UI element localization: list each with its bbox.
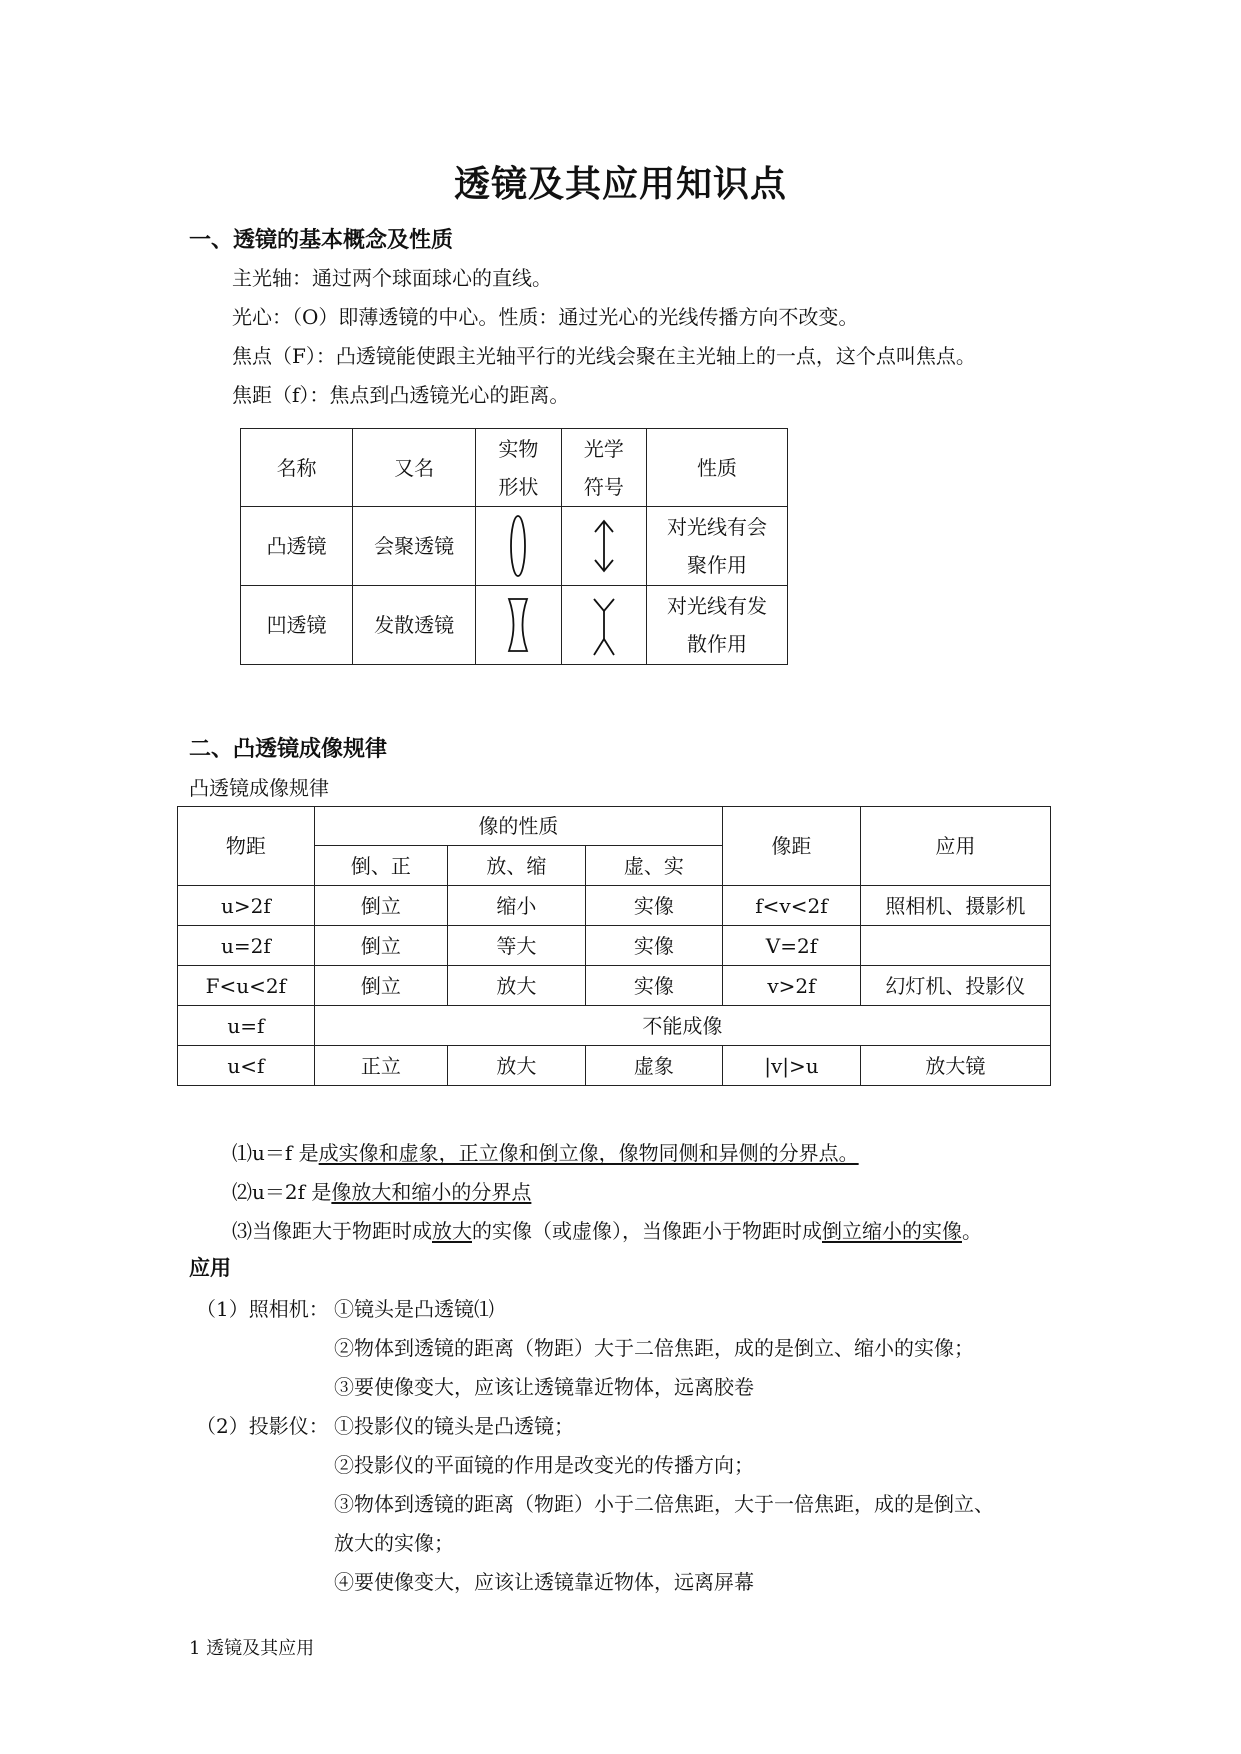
header-size: 放、缩: [448, 846, 585, 886]
camera-item-2: ②物体到透镜的距离（物距）大于二倍焦距，成的是倒立、缩小的实像；: [334, 1336, 974, 1360]
header-symbol: [561, 429, 646, 507]
cell-orientation: 倒立: [314, 966, 447, 1006]
cell-v: |v|>u: [723, 1046, 861, 1086]
cell-kind: 实像: [585, 926, 722, 966]
table-caption: 凸透镜成像规律: [189, 776, 329, 800]
projector-item-4: ④要使像变大，应该让透镜靠近物体，远离屏幕: [334, 1570, 754, 1594]
table-row: [178, 926, 1051, 966]
table-row: [241, 586, 788, 665]
camera-item-1: ①镜头是凸透镜⑴: [334, 1297, 494, 1321]
cell-orientation: 正立: [314, 1046, 447, 1086]
projector-item-3-continued: 放大的实像；: [334, 1531, 454, 1555]
header-orientation: 倒、正: [314, 846, 447, 886]
cell-v: V=2f: [723, 926, 861, 966]
lens-name: 凸透镜: [241, 507, 353, 586]
note-2-prefix: ⑵u＝2f 是: [232, 1180, 332, 1204]
note-3: [232, 1215, 982, 1244]
table-header-row: [178, 807, 1051, 846]
cell-kind: 实像: [585, 966, 722, 1006]
imaging-rules-table: [177, 806, 1051, 1086]
header-name: 名称: [241, 429, 353, 507]
definition-optical-axis: 主光轴：通过两个球面球心的直线。: [232, 266, 552, 290]
cell-u: u>2f: [178, 886, 315, 926]
cell-kind: 实像: [585, 886, 722, 926]
lens-types-table: [240, 428, 788, 665]
projector-item-3: ③物体到透镜的距离（物距）小于二倍焦距，大于一倍焦距，成的是倒立、: [334, 1492, 994, 1516]
table-header-row: [241, 429, 788, 507]
table-row: [178, 1006, 1051, 1046]
section2-heading: 二、凸透镜成像规律: [189, 737, 388, 762]
header-symbol-line1: 光学: [583, 436, 624, 461]
cell-size: 放大: [448, 966, 585, 1006]
camera-label: （1）照相机：: [196, 1297, 329, 1321]
note-3-underlined-1: 放大: [432, 1219, 472, 1243]
note-1-prefix: ⑴u＝f 是: [232, 1141, 319, 1165]
cell-orientation: 倒立: [314, 886, 447, 926]
table-row: [178, 886, 1051, 926]
cell-u: u<f: [178, 1046, 315, 1086]
cell-kind: 虚象: [585, 1046, 722, 1086]
note-1: [232, 1137, 859, 1166]
header-application: 应用: [860, 807, 1050, 886]
lens-alias: 会聚透镜: [353, 507, 476, 586]
camera-item-3: ③要使像变大，应该让透镜靠近物体，远离胶卷: [334, 1375, 754, 1399]
cell-application: 照相机、摄影机: [860, 886, 1050, 926]
lens-name: 凹透镜: [241, 586, 353, 665]
page-footer: 1 透镜及其应用: [189, 1638, 315, 1659]
cell-size: 缩小: [448, 886, 585, 926]
header-symbol-line2: 符号: [583, 474, 624, 499]
cell-no-image: 不能成像: [314, 1006, 1050, 1046]
cell-application: [860, 926, 1050, 966]
header-real-virtual: 虚、实: [585, 846, 722, 886]
table-row: [178, 966, 1051, 1006]
cell-application: 幻灯机、投影仪: [860, 966, 1050, 1006]
note-3-part-b: 的实像（或虚像），当像距小于物距时成: [472, 1219, 822, 1243]
cell-orientation: 倒立: [314, 926, 447, 966]
cell-application: 放大镜: [860, 1046, 1050, 1086]
cell-u: F<u<2f: [178, 966, 315, 1006]
property-line2: 聚作用: [687, 553, 748, 577]
section1-heading: 一、透镜的基本概念及性质: [189, 228, 454, 253]
header-alias: 又名: [353, 429, 476, 507]
applications-heading: 应用: [189, 1256, 231, 1280]
header-property: 性质: [647, 429, 788, 507]
property-line2: 散作用: [687, 632, 748, 656]
header-shape-line2: 形状: [498, 474, 539, 499]
definition-focal-length: 焦距（f）：焦点到凸透镜光心的距离。: [232, 383, 570, 407]
cell-u: u=2f: [178, 926, 315, 966]
projector-item-1: ①投影仪的镜头是凸透镜；: [334, 1414, 574, 1438]
note-2: [232, 1176, 531, 1205]
table-row: [178, 1046, 1051, 1086]
projector-item-2: ②投影仪的平面镜的作用是改变光的传播方向；: [334, 1453, 754, 1477]
cell-u: u=f: [178, 1006, 315, 1046]
cell-size: 等大: [448, 926, 585, 966]
definition-focal-point: 焦点（F）：凸透镜能使跟主光轴平行的光线会聚在主光轴上的一点，这个点叫焦点。: [232, 344, 976, 368]
header-image-distance: 像距: [723, 807, 861, 886]
property-line1: 对光线有发: [667, 594, 768, 618]
header-shape: [476, 429, 561, 507]
inverted-arrow-symbol-icon: [561, 586, 646, 665]
table-row: [241, 507, 788, 586]
projector-label: （2）投影仪：: [196, 1414, 329, 1438]
cell-v: f<v<2f: [723, 886, 861, 926]
lens-property: [647, 507, 788, 586]
header-object-distance: 物距: [178, 807, 315, 886]
header-image-nature: 像的性质: [314, 807, 722, 846]
cell-size: 放大: [448, 1046, 585, 1086]
header-shape-line1: 实物: [498, 436, 539, 461]
note-1-underlined: 成实像和虚象，正立像和倒立像，像物同侧和异侧的分界点。: [318, 1141, 859, 1165]
concave-lens-shape-icon: [476, 586, 561, 665]
property-line1: 对光线有会: [667, 515, 768, 539]
double-arrow-symbol-icon: [561, 507, 646, 586]
cell-v: v>2f: [723, 966, 861, 1006]
lens-alias: 发散透镜: [353, 586, 476, 665]
note-3-part-c: 。: [962, 1219, 982, 1243]
note-2-underlined: 像放大和缩小的分界点: [331, 1180, 532, 1204]
note-3-underlined-2: 倒立缩小的实像: [822, 1219, 962, 1243]
note-3-part-a: ⑶当像距大于物距时成: [232, 1219, 432, 1243]
definition-optical-center: 光心：（O）即薄透镜的中心。性质：通过光心的光线传播方向不改变。: [232, 305, 859, 329]
lens-property: [647, 586, 788, 665]
convex-lens-shape-icon: [476, 507, 561, 586]
page-title: 透镜及其应用知识点: [453, 163, 787, 205]
